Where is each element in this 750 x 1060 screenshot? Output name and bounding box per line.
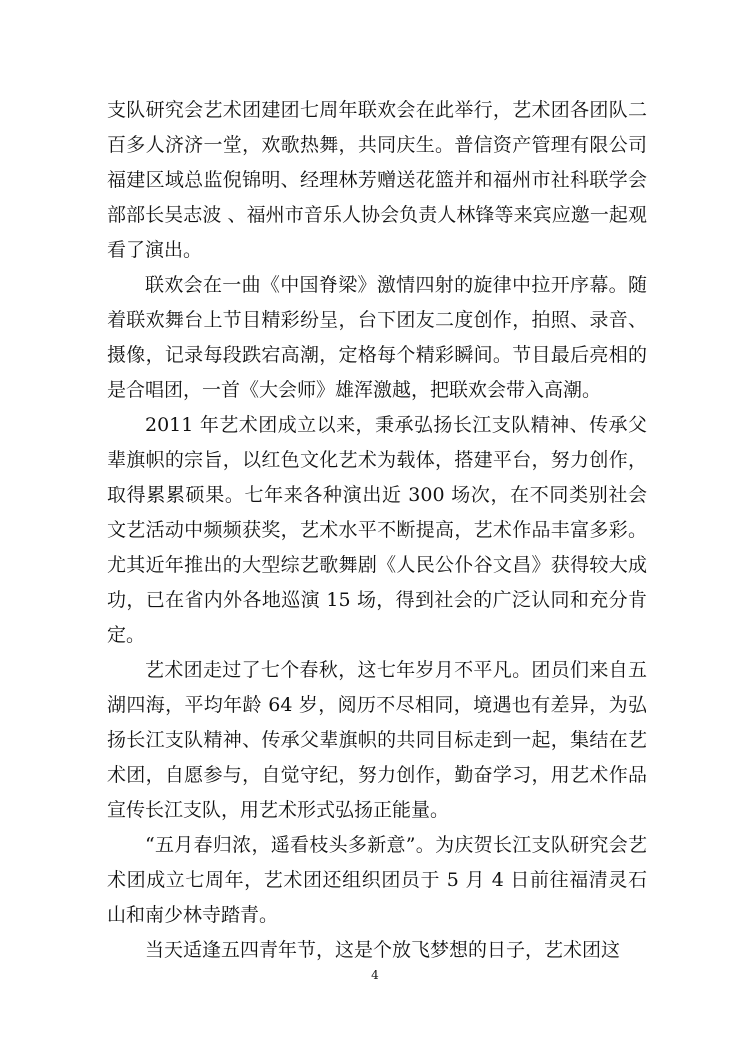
paragraph-5: “五月春归浓，遥看枝头多新意”。为庆贺长江支队研究会艺术团成立七周年，艺术团还组织团员于 5 月 4 日前往福清灵石山和南少林寺踏青。 bbox=[107, 834, 647, 926]
paragraph-3: 2011 年艺术团成立以来，秉承弘扬长江支队精神、传承父辈旗帜的宗旨，以红色文化艺术为载体，搭建平台，努力创作，取得累累硕果。七年来各种演出近 300 场次，在不同类别社会文艺活动中频频获奖，艺术水平不断提高，艺术作品丰富多彩。尤其近年推出的大型综艺歌舞剧《人民公仆谷文昌》获得较大成功，已在省内外各地巡演 15 场，得到社会的广泛认同和充分肯定。 bbox=[107, 414, 647, 646]
paragraph-6: 当天适逢五四青年节，这是个放飞梦想的日子，艺术团这 bbox=[145, 939, 621, 961]
page-number: 4 bbox=[371, 968, 379, 982]
paragraph-1: 支队研究会艺术团建团七周年联欢会在此举行，艺术团各团队二百多人济济一堂，欢歌热舞，共同庆生。普信资产管理有限公司福建区域总监倪锦明、经理林芳赠送花篮并和福州市社科联学会部部长吴志波 、福州市音乐人协会负责人林锋等来宾应邀一起观看了演出。 bbox=[107, 99, 647, 261]
document-body bbox=[107, 93, 647, 968]
paragraph-2: 联欢会在一曲《中国脊梁》激情四射的旋律中拉开序幕。随着联欢舞台上节目精彩纷呈，台下团友二度创作，拍照、录音、摄像，记录每段跌宕高潮，定格每个精彩瞬间。节目最后亮相的是合唱团，一首《大会师》雄浑激越，把联欢会带入高潮。 bbox=[107, 274, 647, 401]
paragraph-4: 艺术团走过了七个春秋，这七年岁月不平凡。团员们来自五湖四海，平均年龄 64 岁，阅历不尽相同，境遇也有差异，为弘扬长江支队精神、传承父辈旗帜的共同目标走到一起，集结在艺术团，自愿参与，自觉守纪，努力创作，勤奋学习，用艺术作品宣传长江支队，用艺术形式弘扬正能量。 bbox=[107, 659, 647, 821]
